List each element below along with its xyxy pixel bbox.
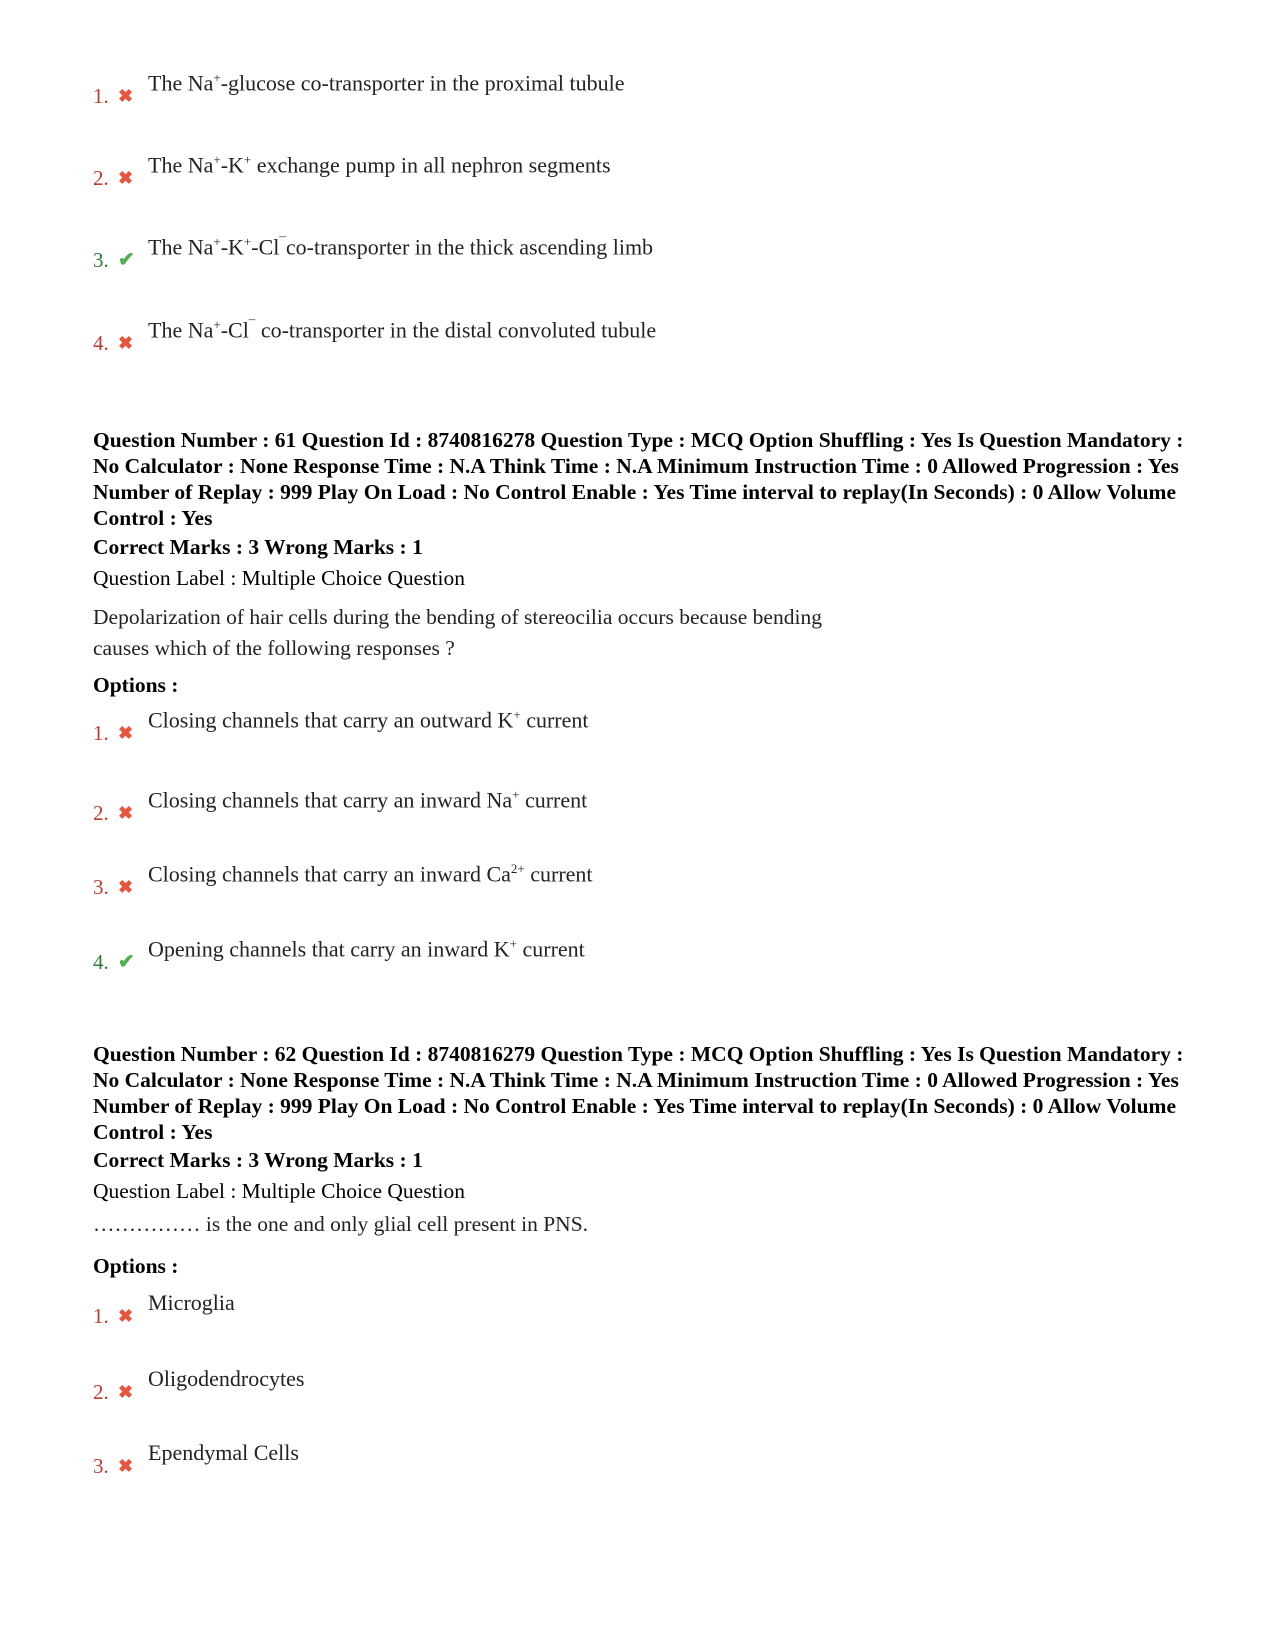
- option-number: 2.: [93, 1380, 109, 1404]
- question-text-line: causes which of the following responses ?: [93, 636, 455, 660]
- question-text-line: Depolarization of hair cells during the bending of stereocilia occurs because bending: [93, 605, 822, 629]
- option-number: 3.: [93, 248, 109, 272]
- question-label: Question Label : Multiple Choice Question: [93, 1179, 466, 1203]
- option-text: Closing channels that carry an inward Na+ current: [148, 787, 588, 813]
- option-text: The Na+-K+-Cl¯co-transporter in the thick ascending limb: [148, 234, 654, 260]
- option-number: 4.: [93, 950, 109, 974]
- option-text: Closing channels that carry an inward $Ca^{2+}$ current: [148, 861, 593, 887]
- option-number: 3.: [93, 875, 109, 899]
- option-text: The Na+-K+ exchange pump in all nephron segments: [148, 152, 611, 178]
- cross-icon: ✖: [118, 86, 134, 106]
- option-number: 3.: [93, 1454, 109, 1478]
- option-number: 4.: [93, 331, 109, 355]
- option-text: Closing channels that carry an outward K+ current: [148, 707, 589, 733]
- option-text: Ependymal Cells: [148, 1440, 299, 1465]
- question-text: [93, 602, 822, 664]
- option-text: Oligodendrocytes: [148, 1366, 305, 1391]
- option-text: The Na+-Cl¯ co-transporter in the distal convoluted tubule: [148, 317, 657, 343]
- option-number: 2.: [93, 166, 109, 190]
- cross-icon: ✖: [118, 333, 134, 353]
- cross-icon: ✖: [118, 1382, 134, 1402]
- question-meta: Question Number : 62 Question Id : 8740816279 Question Type : MCQ Option Shuffling : Yes Is Question Mandatory : No Calculator : None Response Time : N.A Think Time : N.A Minimum Instruction Time : 0 Allowed Progression : Yes Number of Replay : 999 Play On Load : No Control Enable : Yes Time interval to replay(In Seconds) : 0 Allow Volume Control : Yes: [93, 1042, 1184, 1144]
- question-marks: Correct Marks : 3 Wrong Marks : 1: [93, 535, 423, 559]
- options-heading: Options :: [93, 1254, 179, 1278]
- option-number: 1.: [93, 84, 109, 108]
- question-label: Question Label : Multiple Choice Question: [93, 566, 466, 590]
- cross-icon: ✖: [118, 1456, 134, 1476]
- question-marks: Correct Marks : 3 Wrong Marks : 1: [93, 1148, 423, 1172]
- option-text: The Na+-glucose co-transporter in the proximal tubule: [148, 70, 625, 96]
- options-heading: Options :: [93, 673, 179, 697]
- check-icon: ✔: [118, 951, 135, 973]
- cross-icon: ✖: [118, 803, 134, 823]
- check-icon: ✔: [118, 249, 135, 271]
- cross-icon: ✖: [118, 723, 134, 743]
- question-meta: Question Number : 61 Question Id : 8740816278 Question Type : MCQ Option Shuffling : Yes Is Question Mandatory : No Calculator : None Response Time : N.A Think Time : N.A Minimum Instruction Time : 0 Allowed Progression : Yes Number of Replay : 999 Play On Load : No Control Enable : Yes Time interval to replay(In Seconds) : 0 Allow Volume Control : Yes: [93, 428, 1184, 530]
- option-text: Opening channels that carry an inward K+ current: [148, 936, 585, 962]
- cross-icon: ✖: [118, 877, 134, 897]
- cross-icon: ✖: [118, 1306, 134, 1326]
- option-number: 1.: [93, 1304, 109, 1328]
- option-number: 2.: [93, 801, 109, 825]
- option-number: 1.: [93, 721, 109, 745]
- cross-icon: ✖: [118, 168, 134, 188]
- question-text: …………… is the one and only glial cell present in PNS.: [93, 1212, 589, 1236]
- option-text: Microglia: [148, 1290, 235, 1315]
